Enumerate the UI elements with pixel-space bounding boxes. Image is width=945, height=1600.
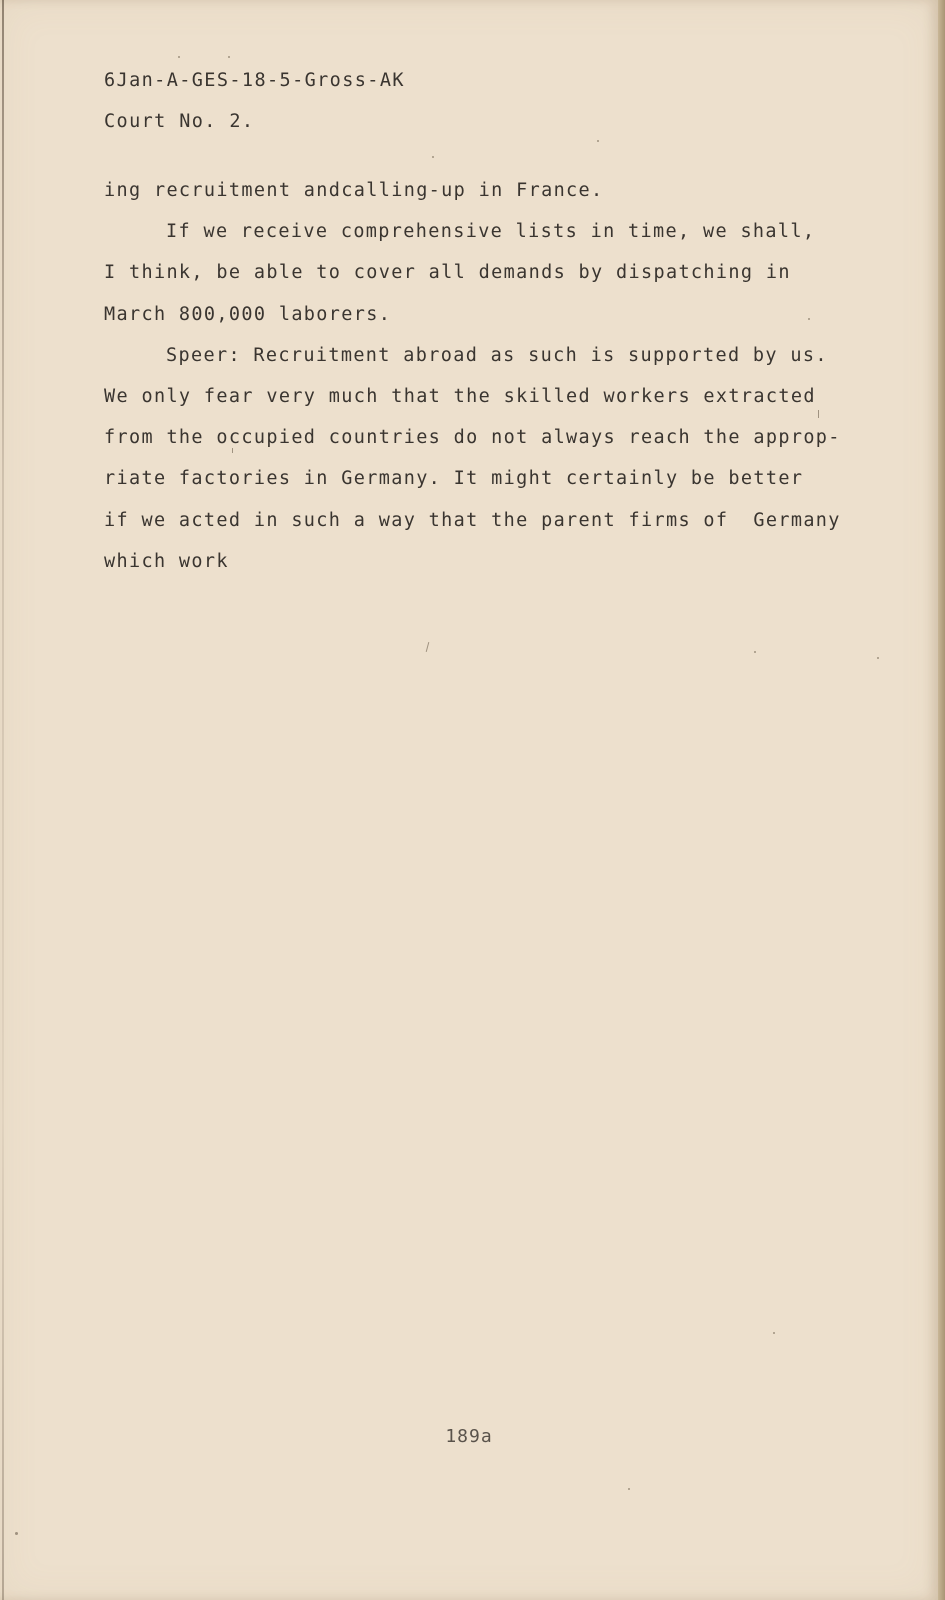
body-line: We only fear very much that the skilled workers extracted — [104, 385, 816, 407]
paper-speck — [178, 56, 180, 58]
body-line: ing recruitment andcalling-up in France. — [104, 180, 604, 201]
paper-speck — [773, 1332, 775, 1334]
body-line: if we acted in such a way that the parent firms of Germany — [104, 509, 841, 531]
paper-speck — [877, 657, 879, 659]
body-line: Speer: Recruitment abroad as such is supported by us. — [166, 344, 828, 366]
paper-speck — [628, 1488, 630, 1490]
page-left-edge — [2, 0, 4, 1600]
paper-speck — [228, 56, 230, 58]
document-reference: 6Jan-A-GES-18-5-Gross-AK — [104, 70, 405, 91]
paper-speck — [432, 156, 434, 158]
paper-speck — [426, 642, 430, 652]
paper-speck — [818, 410, 819, 418]
body-line: from the occupied countries do not always reach the approp- — [104, 427, 841, 449]
body-line: I think, be able to cover all demands by dispatching in — [104, 262, 791, 284]
paper-speck — [232, 448, 233, 453]
page-number: 189a — [445, 1426, 493, 1447]
body-line: riate factories in Germany. It might certainly be better — [104, 468, 804, 490]
body-line: March 800,000 laborers. — [104, 303, 392, 325]
document-body — [104, 170, 904, 582]
body-line: which work — [104, 550, 229, 572]
paper-speck — [808, 318, 810, 320]
paper-speck — [597, 140, 599, 142]
paper-speck — [754, 651, 756, 653]
body-line: If we receive comprehensive lists in time, we shall, — [166, 221, 816, 243]
paper-speck — [15, 1532, 18, 1535]
court-number: Court No. 2. — [104, 111, 255, 132]
page-right-edge — [938, 0, 945, 1600]
